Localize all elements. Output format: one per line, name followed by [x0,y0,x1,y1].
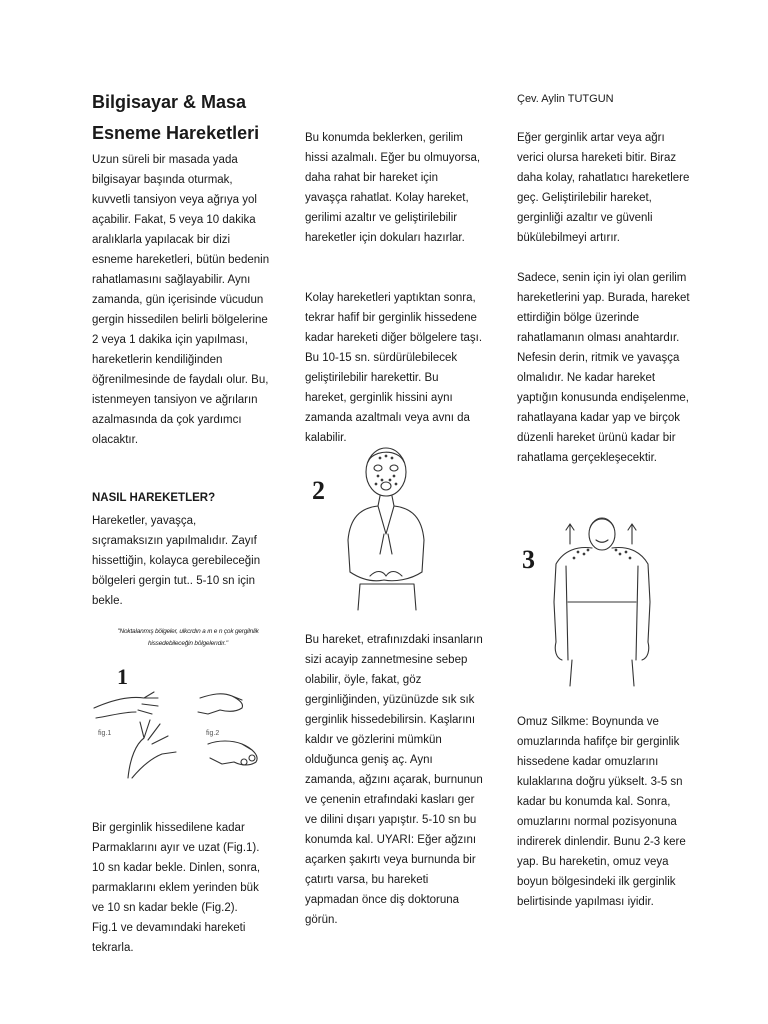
hands-stretch-illustration [92,678,267,788]
page-title-line2: Esneme Hareketleri [92,123,260,143]
figure-3-number: 3 [522,545,535,574]
col2-paragraph-2: Kolay hareketleri yaptıktan sonra, tekrar hafif bir gerginlik hissedene kadar hareketi diğer bölgelere taşı. Bu 10-15 sn. sürdürülebilecek geliştirilebilir harekettir. Bu hareket, gerginlik hissini aynı zamanda azaltmalı veya avnı da kalabilir. [305,292,483,444]
page-title-line1: Bilgisayar & Masa [92,92,247,112]
how-paragraph: Hareketler, yavaşça, sıçramaksızın yapılmalıdır. Zayıf hissettiğin, kolayca gerebileceğin bölgeleri gergin tut.. 5-10 sn için bekle. [92,515,261,607]
figure-2-number: 2 [312,476,325,505]
fig-2-label: fig.2 [206,730,220,737]
figure-1-paragraph: Bir gerginlik hissedilene kadar Parmaklarını ayır ve uzat (Fig.1). 10 sn kadar bekle. Dinlen, sonra, parmaklarını eklem yerinden bük ve 10 sn kadar bekle (Fig.2). Fig.1 ve devamındaki hareketi tekrarla. [92,822,261,954]
fig-1-label: fig.1 [98,730,112,737]
face-stretch-illustration [340,444,435,614]
intro-paragraph: Uzun süreli bir masada yada bilgisayar başında oturmak, kuvvetli tansiyon veya ağrıya yol açabilir. Fakat, 5 veya 10 dakika aralıklarla yapılacak bir dizi esneme hareketleri, bütün bedenin rahatlamasını sağlayabilir. Aynı zamanda, gün içerisinde vücudun gergin hissedilen belirli bölgelerine 2 veya 1 dakika için yapılması, hareketlerin kendiliğinden öğrenilmesinde de faydalı olur. Bu, istenmeyen tansiyon ve ağrıların azalmasında da çok yardımcı olacaktır. [92,154,270,446]
figure-1-number: 1 [117,664,128,689]
how-heading: NASIL HAREKETLER? [92,492,216,504]
dotted-area-note: "Noktalanmış bölgeler, ulkcrdın a ın e n çok gergilnlik hissedebileceğin bölgelerıdır." [117,628,259,647]
col3-paragraph-3: Omuz Silkme: Boynunda ve omuzlarında hafifçe bir gerginlik hissedene kadar omuzlarını kulaklarına doğru yükselt. 3-5 sn kadar bu konumda kal. Sonra, omuzlarını normal pozisyonuna indirerek dinlendir. Bunu 2-3 kere yap. Bu hareketin, omuz veya boyun bölgesindeki ilk gerginlik belirtisinde yapılması iyidir. [517,716,686,908]
col2-paragraph-1: Bu konumda beklerken, gerilim hissi azalmalı. Eğer bu olmuyorsa, daha rahat bir hareket için yavaşça rahatlat. Kolay hareket, gerilimi azaltır ve geliştirilebilir hareketler için dokuları hazırlar. [305,132,481,244]
col3-paragraph-2: Sadece, senin için iyi olan gerilim hareketlerini yap. Burada, hareket ettirdiğin bölge üzerinde rahatlamanın olması anahtardır. Nefesin derin, ritmik ve yavaşça olmalıdır. Ne kadar hareket yaptığın konusunda endişelenme, rahatlayana kadar yap ve birçok düzenli hareket ürünü kadar bir rahatlama gerçekleşecektir. [517,272,690,464]
author-credit: Çev. Aylin TUTGUN [517,93,614,105]
shoulder-shrug-illustration [548,510,658,690]
col2-paragraph-3: Bu hareket, etrafınızdaki insanların sizi acayip zannetmesine sebep olabilir, öyle, fakat, göz gerginliğinden, yüzünüzde sık sık gerginlik hissedebilirsin. Kaşlarını kaldır ve gözlerini mümkün olduğunca geniş aç. Aynı zamanda, ağzını açarak, burnunun ve çenenin etrafındaki kasları ger ve dilini dışarı yapıştır. 5-10 sn bu konumda kal. UYARI: Eğer ağzını açarken şakırtı veya burnunda bir çatırtı varsa, bu hareketi yapmadan önce diş doktoruna görün. [305,634,483,926]
col3-paragraph-1: Eğer gerginlik artar veya ağrı verici olursa hareketi bitir. Biraz daha kolay, rahatlatıcı hareketlere geç. Geliştirilebilir hareket, gerginliği azaltır ve güvenli bükülebilmeyi artırır. [517,132,690,244]
